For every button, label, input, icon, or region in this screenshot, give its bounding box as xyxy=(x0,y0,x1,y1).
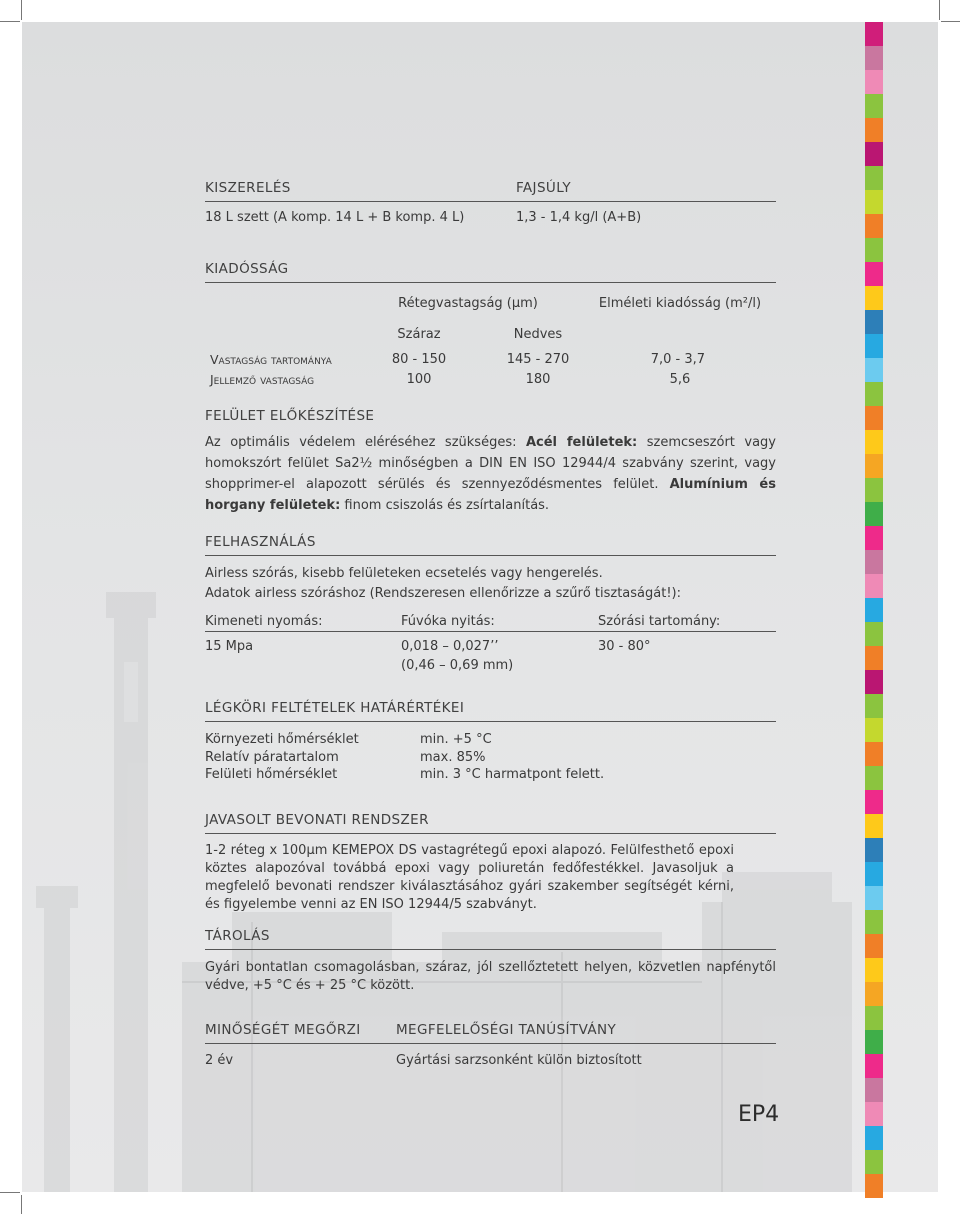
crop-mark xyxy=(21,0,22,20)
color-stripe-segment xyxy=(865,574,883,598)
divider xyxy=(205,1043,776,1044)
color-stripe-segment xyxy=(865,550,883,574)
text-bold: Alumínium és horgany felületek: xyxy=(205,477,776,513)
divider xyxy=(205,833,776,834)
angle-column-header: Szórási tartomány: xyxy=(598,614,721,629)
shelf-life-heading: MINŐSÉGÉT MEGŐRZI xyxy=(205,1022,361,1038)
color-stripe-segment xyxy=(865,982,883,1006)
text-segment: Az optimális védelem eléréséhez szükséges: xyxy=(205,435,526,450)
storage-text: Gyári bontatlan csomagolásban, száraz, jól szellőztetett helyen, közvetlen napfénytől védve, +5 °C és + 25 °C között. xyxy=(205,960,776,993)
color-stripe-segment xyxy=(865,382,883,406)
coverage-heading: KIADÓSSÁG xyxy=(205,261,289,277)
color-stripe-segment xyxy=(865,1078,883,1102)
color-stripe-segment xyxy=(865,286,883,310)
crop-mark xyxy=(21,1195,22,1214)
color-stripe-segment xyxy=(865,838,883,862)
color-stripe-segment xyxy=(865,862,883,886)
wet-column-header: Nedves xyxy=(513,327,563,342)
divider xyxy=(205,555,776,556)
color-stripe-segment xyxy=(865,358,883,382)
pressure-column-header: Kimeneti nyomás: xyxy=(205,614,323,629)
certificate-heading: MEGFELELŐSÉGI TANÚSÍTVÁNY xyxy=(396,1022,617,1038)
color-stripe-segment xyxy=(865,718,883,742)
application-line: Adatok airless szóráshoz (Rendszeresen ellenőrizze a szűrő tisztaságát!): xyxy=(205,586,681,601)
nozzle-value: 0,018 – 0,027’’ xyxy=(401,639,499,654)
coating-system-heading: JAVASOLT BEVONATI RENDSZER xyxy=(205,812,429,828)
application-line: Airless szórás, kisebb felületeken ecsetelés vagy hengerelés. xyxy=(205,566,603,581)
color-stripe-segment xyxy=(865,622,883,646)
table-cell: 145 - 270 xyxy=(506,352,570,367)
angle-value: 30 - 80° xyxy=(598,639,651,654)
divider xyxy=(205,949,776,950)
color-stripe-segment xyxy=(865,166,883,190)
document-page xyxy=(22,22,938,1192)
shelf-life-value: 2 év xyxy=(205,1053,234,1068)
color-stripe-segment xyxy=(865,958,883,982)
color-stripe-segment xyxy=(865,1030,883,1054)
divider xyxy=(205,631,776,632)
table-cell: 5,6 xyxy=(669,372,691,387)
color-stripe-segment xyxy=(865,430,883,454)
color-stripe-segment xyxy=(865,478,883,502)
table-row-label: Vastagság tartománya xyxy=(210,352,332,367)
color-stripe-segment xyxy=(865,1150,883,1174)
packaging-value: 18 L szett (A komp. 14 L + B komp. 4 L) xyxy=(205,210,465,225)
nozzle-column-header: Fúvóka nyitás: xyxy=(401,614,495,629)
crop-mark xyxy=(939,0,940,20)
divider xyxy=(205,282,776,283)
density-heading: FAJSÚLY xyxy=(516,180,571,196)
coating-system-text: 1-2 réteg x 100μm KEMEPOX DS vastagrétegű epoxi alapozó. Felülfesthető epoxi köztes alapozóval továbbá epoxi vagy poliuretán fedőfestékkel. Javasoljuk a megfelelő bevonati rendszer kiválasztásához gyári szakember segítségét kérni, és figyelembe venni az EN ISO 12944/5 szabványt. xyxy=(205,843,734,912)
table-cell: 180 xyxy=(525,372,551,387)
condition-value: min. +5 °C xyxy=(420,732,492,747)
condition-label: Környezeti hőmérséklet xyxy=(205,732,359,747)
color-stripe-segment xyxy=(865,454,883,478)
table-cell: 7,0 - 3,7 xyxy=(650,352,705,367)
color-stripe-segment xyxy=(865,118,883,142)
text-segment: szemcseszórt vagy homokszórt felület Sa2½ minőségben a DIN EN ISO 12944/4 szabvány szerint, vagy shopprimer-el alapozott sérülés és szennyeződésmentes felület. xyxy=(205,435,776,492)
color-stripe-segment xyxy=(865,214,883,238)
packaging-heading: KISZERELÉS xyxy=(205,180,291,196)
color-stripe-segment xyxy=(865,334,883,358)
thickness-column-header: Rétegvastagság (μm) xyxy=(398,296,538,311)
color-stripe-segment xyxy=(865,1174,883,1198)
color-stripe-segment xyxy=(865,1126,883,1150)
color-stripe-segment xyxy=(865,814,883,838)
nozzle-value-mm: (0,46 – 0,69 mm) xyxy=(401,658,514,673)
color-stripe-segment xyxy=(865,1054,883,1078)
color-stripe-segment xyxy=(865,646,883,670)
color-stripe-segment xyxy=(865,94,883,118)
condition-label: Felületi hőmérséklet xyxy=(205,767,338,782)
condition-label: Relatív páratartalom xyxy=(205,750,339,765)
color-stripe-segment xyxy=(865,142,883,166)
color-stripe-segment xyxy=(865,310,883,334)
color-stripe-segment xyxy=(865,598,883,622)
color-stripe-segment xyxy=(865,742,883,766)
crop-mark xyxy=(941,21,960,22)
color-stripe-segment xyxy=(865,190,883,214)
color-stripe-segment xyxy=(865,262,883,286)
color-stripe-segment xyxy=(865,1102,883,1126)
conditions-heading: LÉGKÖRI FELTÉTELEK HATÁRÉRTÉKEI xyxy=(205,700,465,716)
color-stripe-segment xyxy=(865,766,883,790)
table-cell: 80 - 150 xyxy=(391,352,447,367)
color-stripe-segment xyxy=(865,670,883,694)
text-segment: finom csiszolás és zsírtalanítás. xyxy=(340,498,550,513)
color-stripe-segment xyxy=(865,238,883,262)
product-code: EP4 xyxy=(738,1102,780,1127)
color-stripe-segment xyxy=(865,910,883,934)
crop-mark xyxy=(0,1192,20,1193)
color-stripe xyxy=(865,22,883,1192)
color-stripe-segment xyxy=(865,70,883,94)
color-stripe-segment xyxy=(865,790,883,814)
color-stripe-segment xyxy=(865,502,883,526)
pressure-value: 15 Mpa xyxy=(205,639,254,654)
color-stripe-segment xyxy=(865,46,883,70)
table-cell: 100 xyxy=(406,372,432,387)
text-bold: Acél felületek: xyxy=(525,435,638,450)
color-stripe-segment xyxy=(865,886,883,910)
color-stripe-segment xyxy=(865,22,883,46)
color-stripe-segment xyxy=(865,526,883,550)
color-stripe-segment xyxy=(865,406,883,430)
storage-heading: TÁROLÁS xyxy=(205,928,270,944)
dry-column-header: Száraz xyxy=(397,327,441,342)
surface-prep-text xyxy=(205,432,776,516)
divider xyxy=(205,721,776,722)
color-stripe-segment xyxy=(865,934,883,958)
divider xyxy=(205,201,776,202)
condition-value: max. 85% xyxy=(420,750,486,765)
factory-silhouette-background xyxy=(22,22,938,1192)
crop-mark xyxy=(0,21,20,22)
condition-value: min. 3 °C harmatpont felett. xyxy=(420,767,605,782)
color-stripe-segment xyxy=(865,694,883,718)
surface-prep-heading: FELÜLET ELŐKÉSZÍTÉSE xyxy=(205,408,375,424)
color-stripe-segment xyxy=(865,1006,883,1030)
certificate-value: Gyártási sarzsonként külön biztosított xyxy=(396,1053,642,1068)
table-row-label: Jellemző vastagság xyxy=(210,372,315,387)
density-value: 1,3 - 1,4 kg/l (A+B) xyxy=(516,210,642,225)
application-heading: FELHASZNÁLÁS xyxy=(205,534,316,550)
theoretical-coverage-column-header: Elméleti kiadósság (m²/l) xyxy=(598,296,762,311)
